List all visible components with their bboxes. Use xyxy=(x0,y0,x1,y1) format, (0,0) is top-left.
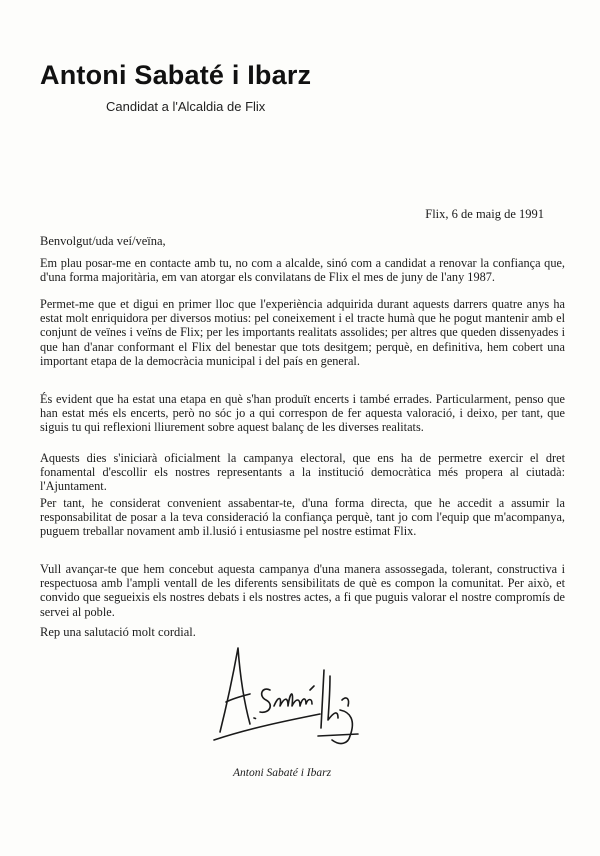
letter-paragraph-2: Permet-me que et digui en primer lloc que l'experiència adquirida durant aquests darrers quatre anys ha estat molt enriquidora per diversos motius: pel coneixement i el tracte humà que he pogut mantenir amb el conjunt de veïnes i veïns de Flix; per les importants realitats assolides; per altres que queden dissenyades i que han d'anar conformant el Flix del benestar que tots desitgem; perquè, en definitiva, hem cobert una important etapa de la democràcia municipal i del país en general. xyxy=(40,297,565,368)
letter-paragraph-3: És evident que ha estat una etapa en què s'han produït encerts i també errades. Particularment, penso que han estat més els encerts, però no sóc jo a qui correspon de fer aquesta valoració, i deixo, per tant, que siguis tu qui reflexioni lliurement sobre aquest balanç de les diverses realitats. xyxy=(40,392,565,435)
handwritten-signature xyxy=(200,640,370,750)
letter-paragraph-1: Em plau posar-me en contacte amb tu, no com a alcalde, sinó com a candidat a renovar la confiança que, d'una forma majoritària, em van atorgar els convilatans de Flix el mes de juny de l'any 1987. xyxy=(40,256,565,285)
letter-paragraph-4: Aquests dies s'iniciarà oficialment la campanya electoral, que ens ha de permetre exercir el dret fonamental d'escollir els nostres representants a la institució democràtica més propera al ciutadà: l'Ajuntament. xyxy=(40,451,565,494)
letterhead-name: Antoni Sabaté i Ibarz xyxy=(40,60,312,90)
letter-paragraph-6: Vull avançar-te que hem concebut aquesta campanya d'una manera assossegada, tolerant, constructiva i respectuosa amb l'ampli ventall de les diferents sensibilitats de què es compon la comunitat. Per això, et convido que segueixis els nostres debats i els nostres actes, a fi que puguis valorar el nostre compromís de servei al poble. xyxy=(40,562,565,619)
letter-closing: Rep una salutació molt cordial. xyxy=(40,625,196,639)
letterhead-subtitle: Candidat a l'Alcaldia de Flix xyxy=(106,99,266,114)
letter-date: Flix, 6 de maig de 1991 xyxy=(425,207,544,221)
signer-name: Antoni Sabaté i Ibarz xyxy=(233,767,332,779)
letter-paragraph-5: Per tant, he considerat convenient assabentar-te, d'una forma directa, que he accedit a assumir la responsabilitat de posar a la teva consideració la confiança perquè, tant jo com l'equip que m'acompanya, puguem treballar novament amb il.lusió i entusiasme pel nostre estimat Flix. xyxy=(40,496,565,539)
letter-salutation: Benvolgut/uda veí/veïna, xyxy=(40,234,166,248)
